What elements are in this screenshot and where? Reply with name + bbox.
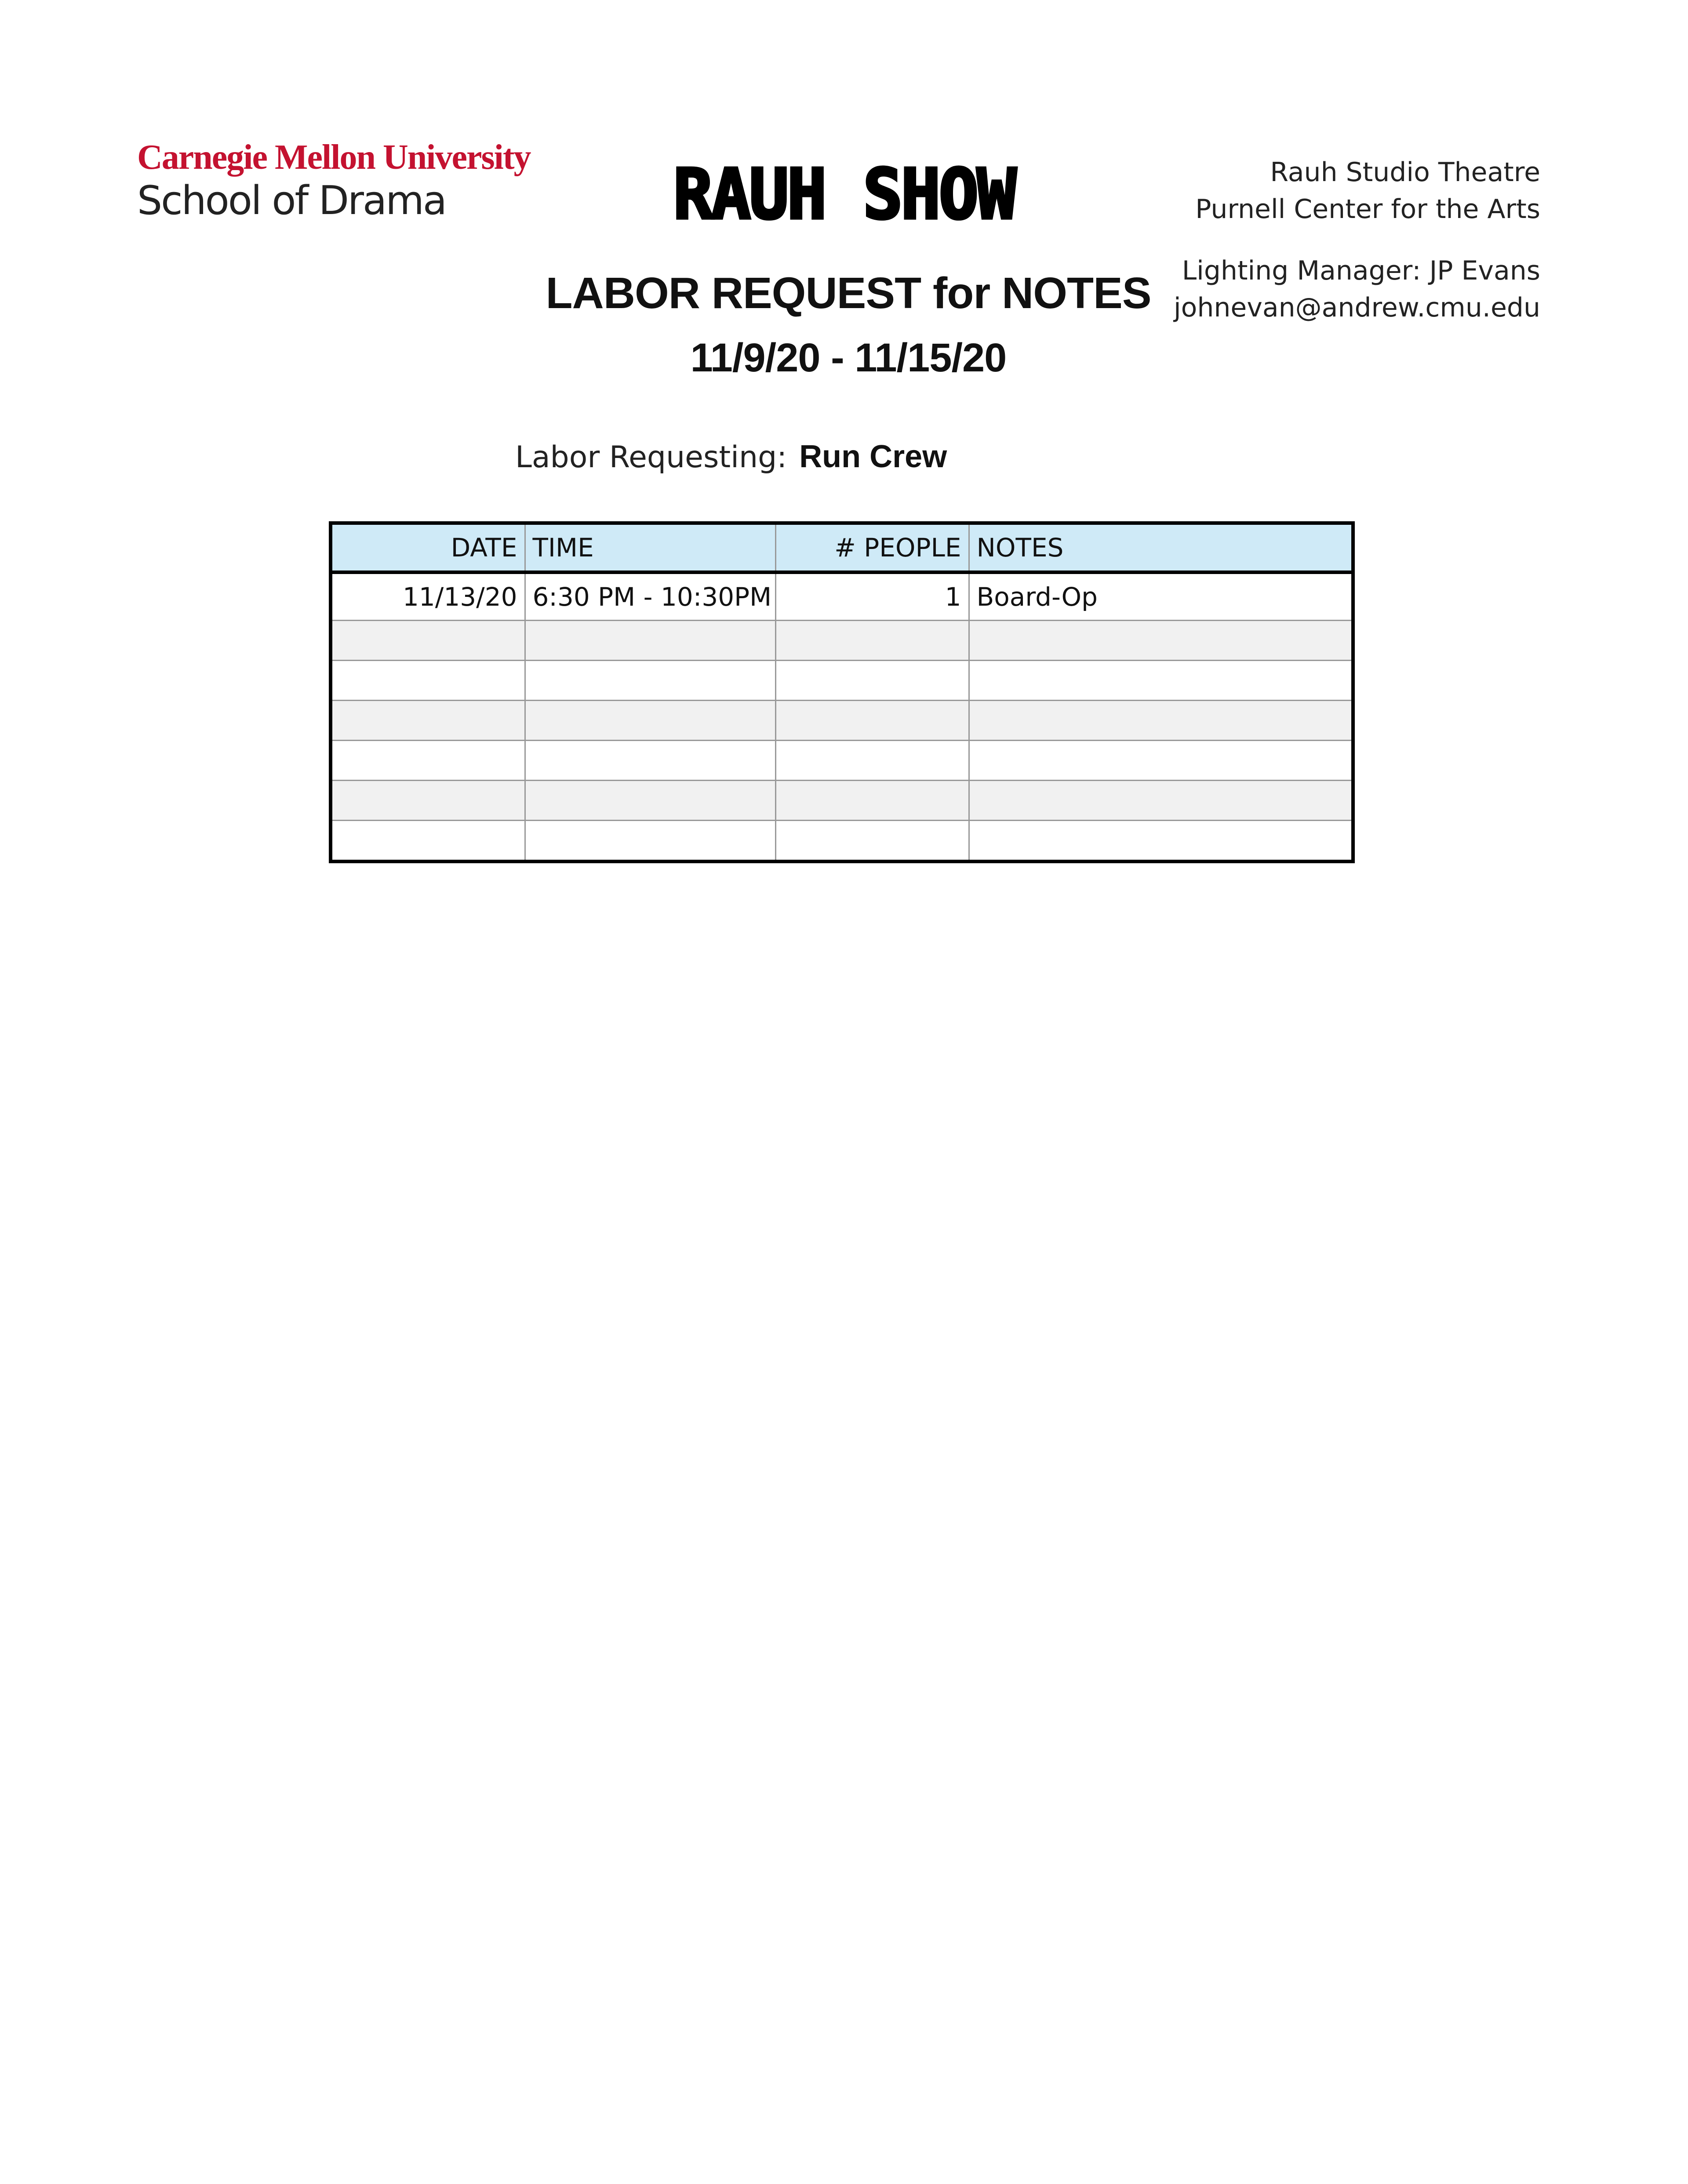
labor-table — [329, 521, 1355, 863]
school-name: School of Drama — [137, 178, 446, 224]
cell-time — [525, 621, 775, 661]
cell-date — [331, 741, 525, 781]
building-name: Purnell Center for the Arts — [1195, 194, 1540, 225]
cell-date — [331, 661, 525, 701]
cell-time: 6:30 PM - 10:30PM — [525, 572, 775, 621]
theatre-name: Rauh Studio Theatre — [1270, 157, 1540, 188]
table-row — [331, 701, 1353, 741]
table-header-row — [331, 523, 1353, 572]
cell-people — [775, 781, 969, 821]
table-row — [331, 781, 1353, 821]
table-row — [331, 621, 1353, 661]
cell-people: 1 — [775, 572, 969, 621]
table-row — [331, 661, 1353, 701]
header-time: TIME — [525, 523, 775, 572]
document-title: LABOR REQUEST for NOTES — [546, 269, 1151, 318]
cell-time — [525, 661, 775, 701]
cell-notes — [969, 781, 1353, 821]
cell-time — [525, 821, 775, 862]
table-row — [331, 741, 1353, 781]
cell-people — [775, 661, 969, 701]
cell-date: 11/13/20 — [331, 572, 525, 621]
cmu-drama-logo — [137, 138, 531, 224]
venue-spacer — [1174, 228, 1540, 252]
cell-people — [775, 741, 969, 781]
cell-time — [525, 701, 775, 741]
manager-email: johnevan@andrew.cmu.edu — [1174, 292, 1540, 323]
show-title: RAUH SHOW — [673, 154, 1015, 235]
table-row — [331, 572, 1353, 621]
labor-requesting-value: Run Crew — [799, 439, 947, 474]
university-name: Carnegie Mellon University — [137, 138, 531, 177]
header-people: # PEOPLE — [775, 523, 969, 572]
header-date: DATE — [331, 523, 525, 572]
cell-time — [525, 781, 775, 821]
cell-date — [331, 781, 525, 821]
cell-date — [331, 701, 525, 741]
cell-time — [525, 741, 775, 781]
date-range: 11/9/20 - 11/15/20 — [690, 335, 1007, 380]
manager-name: Lighting Manager: JP Evans — [1182, 255, 1540, 286]
cell-people — [775, 621, 969, 661]
header-notes: NOTES — [969, 523, 1353, 572]
cell-people — [775, 701, 969, 741]
labor-requesting-label: Labor Requesting: — [515, 440, 787, 475]
cell-notes: Board-Op — [969, 572, 1353, 621]
cell-people — [775, 821, 969, 862]
labor-requesting — [515, 439, 947, 475]
table-row — [331, 821, 1353, 862]
cell-date — [331, 821, 525, 862]
cell-date — [331, 621, 525, 661]
cell-notes — [969, 701, 1353, 741]
cell-notes — [969, 661, 1353, 701]
cell-notes — [969, 821, 1353, 862]
cell-notes — [969, 621, 1353, 661]
cell-notes — [969, 741, 1353, 781]
